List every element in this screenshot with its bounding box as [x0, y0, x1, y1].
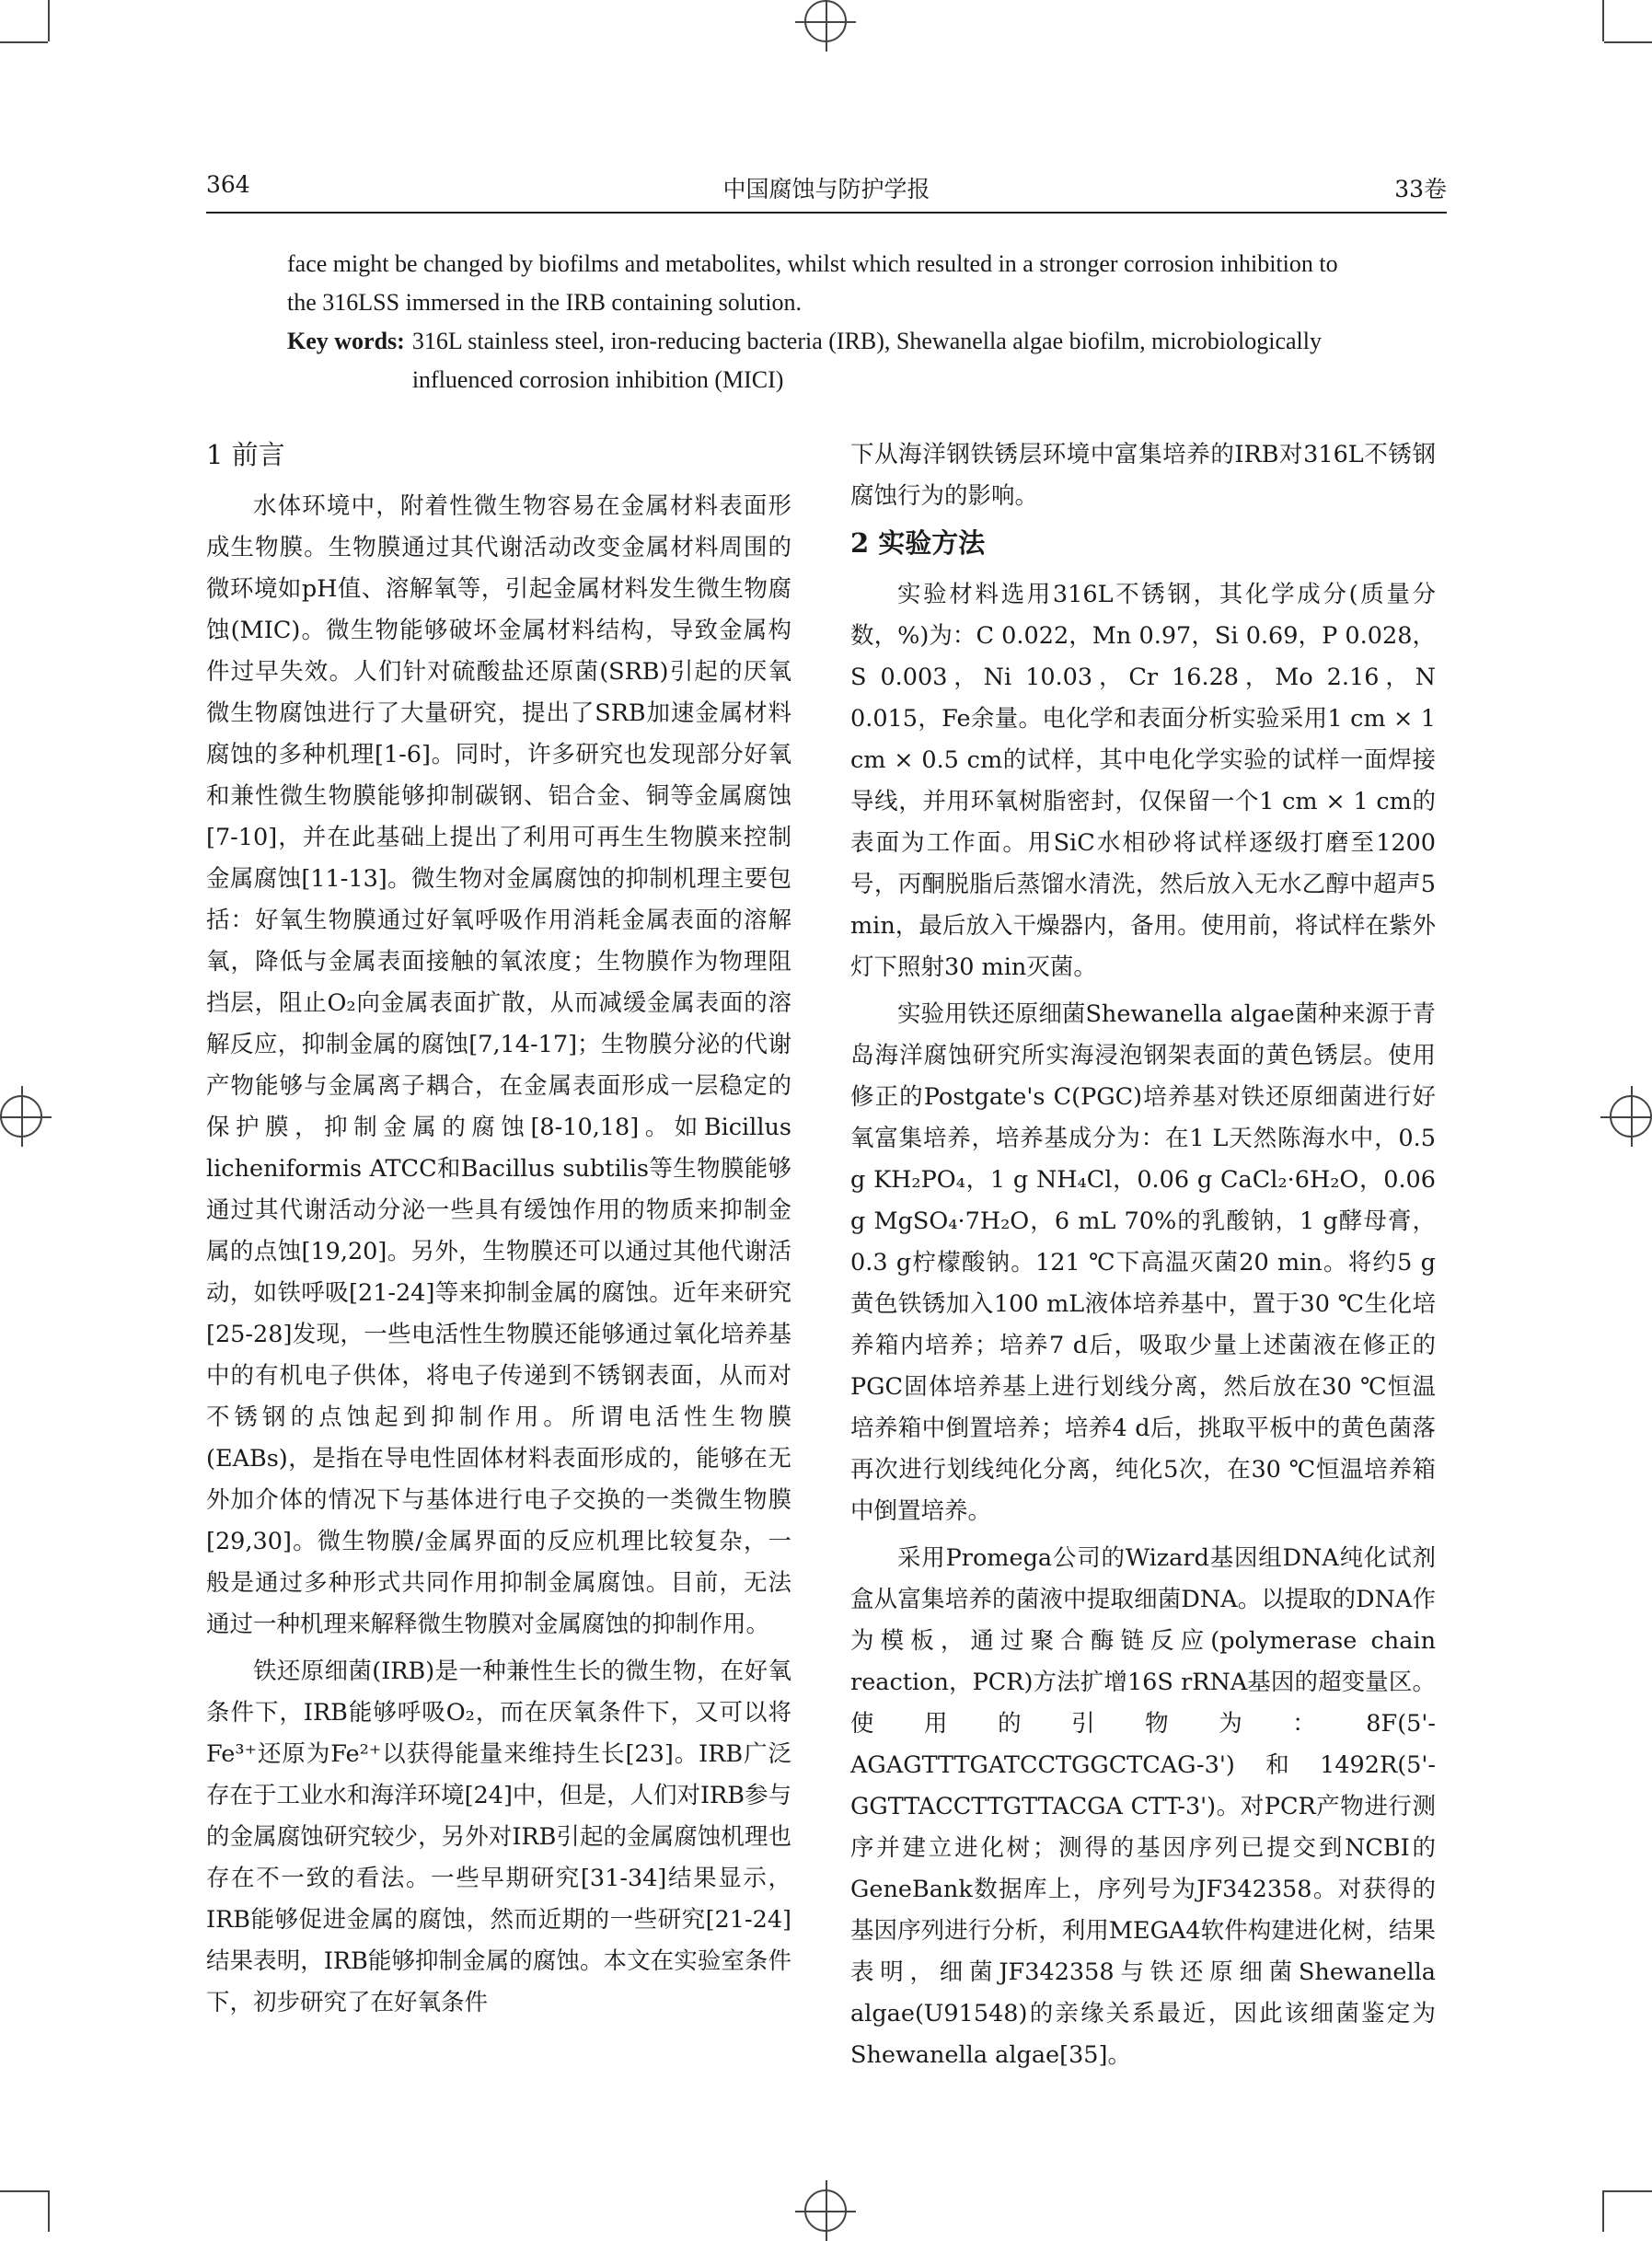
left-column	[206, 434, 791, 2029]
paragraph: 采用Promega公司的Wizard基因组DNA纯化试剂盒从富集培养的菌液中提取细菌DNA。以提取的DNA作为模板，通过聚合酶链反应(polymerase chain reaction，PCR)方法扩增16S rRNA基因的超变量区。使用的引物为：8F(5'-AGAGTTTGATCCTGGCTCAG-3')和1492R(5'- GGTTACCTTGTTACGA CTT-3')。对PCR产物进行测序并建立进化树；测得的基因序列已提交到NCBI的GeneBank数据库上，序列号为JF342358。对获得的基因序列进行分析，利用MEGA4软件构建进化树，结果表明，细菌JF342358与铁还原细菌Shewanella algae(U91548)的亲缘关系最近，因此该细菌鉴定为Shewanella algae[35]。	[850, 1544, 1436, 2069]
paragraph: 水体环境中，附着性微生物容易在金属材料表面形成生物膜。生物膜通过其代谢活动改变金属材料周围的微环境如pH值、溶解氧等，引起金属材料发生微生物腐蚀(MIC)。微生物能够破坏金属材料结构，导致金属构件过早失效。人们针对硫酸盐还原菌(SRB)引起的厌氧微生物腐蚀进行了大量研究，提出了SRB加速金属材料腐蚀的多种机理[1-6]。同时，许多研究也发现部分好氧和兼性微生物膜能够抑制碳钢、铝合金、铜等金属腐蚀[7-10]，并在此基础上提出了利用可再生生物膜来控制金属腐蚀[11-13]。微生物对金属腐蚀的抑制机理主要包括：好氧生物膜通过好氧呼吸作用消耗金属表面的溶解氧，降低与金属表面接触的氧浓度；生物膜作为物理阻挡层，阻止O₂向金属表面扩散，从而减缓金属表面的溶解反应，抑制金属的腐蚀[7,14-17]；生物膜分泌的代谢产物能够与金属离子耦合，在金属表面形成一层稳定的保护膜，抑制金属的腐蚀[8-10,18]。如Bicillus licheniformis ATCC和Bacillus subtilis等生物膜能够通过其代谢活动分泌一些具有缓蚀作用的物质来抑制金属的点蚀[19,20]。另外，生物膜还可以通过其他代谢活动，如铁呼吸[21-24]等来抑制金属的腐蚀。近年来研究[25-28]发现，一些电活性生物膜还能够通过氧化培养基中的有机电子供体，将电子传递到不锈钢表面，从而对不锈钢的点蚀起到抑制作用。所谓电活性生物膜(EABs)，是指在导电性固体材料表面形成的，能够在无外加介体的情况下与基体进行电子交换的一类微生物膜[29,30]。微生物膜/金属界面的反应机理比较复杂，一般是通过多种形式共同作用抑制金属腐蚀。目前，无法通过一种机理来解释微生物膜对金属腐蚀的抑制作用。	[206, 492, 791, 1638]
running-header	[206, 171, 1447, 208]
crop-mark	[1604, 41, 1652, 43]
registration-mark-top	[804, 0, 847, 42]
keywords-row	[287, 322, 1369, 399]
registration-mark-bottom	[804, 2189, 847, 2232]
paragraph: 铁还原细菌(IRB)是一种兼性生长的微生物，在好氧条件下，IRB能够呼吸O₂，而在厌氧条件下，又可以将Fe³⁺还原为Fe²⁺以获得能量来维持生长[23]。IRB广泛存在于工业水和海洋环境[24]中，但是，人们对IRB参与的金属腐蚀研究较少，另外对IRB引起的金属腐蚀机理也存在不一致的看法。一些早期研究[31-34]结果显示，IRB能够促进金属的腐蚀，然而近期的一些研究[21-24]结果表明，IRB能够抑制金属的腐蚀。本文在实验室条件下，初步研究了在好氧条件	[206, 1658, 791, 2016]
abstract-tail: face might be changed by biofilms and metabolites, whilst which resulted in a stronger corrosion inhibition to the 316LSS immersed in the IRB containing solution.	[287, 250, 1338, 316]
section-heading-introduction: 1 前言	[206, 439, 285, 470]
paragraph: 实验用铁还原细菌Shewanella algae菌种来源于青岛海洋腐蚀研究所实海浸泡钢架表面的黄色锈层。使用修正的Postgate's C(PGC)培养基对铁还原细菌进行好氧富集培养，培养基成分为：在1 L天然陈海水中，0.5 g KH₂PO₄，1 g NH₄Cl，0.06 g CaCl₂·6H₂O，0.06 g MgSO₄·7H₂O，6 mL 70%的乳酸钠，1 g酵母膏，0.3 g柠檬酸钠。121 ℃下高温灭菌20 min。将约5 g黄色铁锈加入100 mL液体培养基中，置于30 ℃生化培养箱内培养；培养7 d后，吸取少量上述菌液在修正的PGC固体培养基上进行划线分离，然后放在30 ℃恒温培养箱中倒置培养；培养4 d后，挑取平板中的黄色菌落再次进行划线纯化分离，纯化5次，在30 ℃恒温培养箱中倒置培养。	[850, 1000, 1436, 1525]
crop-mark	[0, 41, 48, 43]
paragraph-continued: 下从海洋钢铁锈层环境中富集培养的IRB对316L不锈钢腐蚀行为的影响。	[850, 441, 1436, 510]
registration-mark-right	[1610, 1095, 1652, 1138]
journal-title: 中国腐蚀与防护学报	[722, 176, 930, 202]
crop-mark	[1602, 0, 1604, 41]
volume-label: 33卷	[1394, 176, 1447, 202]
crop-mark	[0, 2190, 48, 2192]
registration-mark-left	[0, 1095, 42, 1138]
crop-mark	[1604, 2190, 1652, 2192]
abstract-block	[287, 245, 1369, 399]
keywords-label: Key words:	[287, 328, 405, 354]
keywords-text: 316L stainless steel, iron-reducing bacteria (IRB), Shewanella algae biofilm, microbiologically influenced corrosion inhibition (MICI)	[411, 328, 1323, 393]
section-heading-methods: 2 实验方法	[850, 527, 986, 559]
crop-mark	[1602, 2190, 1604, 2232]
page-number: 364	[206, 171, 250, 198]
paragraph: 实验材料选用316L不锈钢，其化学成分(质量分数，%)为：C 0.022，Mn 0.97，Si 0.69，P 0.028，S 0.003，Ni 10.03，Cr 16.28，Mo 2.16，N 0.015，Fe余量。电化学和表面分析实验采用1 cm × 1 cm × 0.5 cm的试样，其中电化学实验的试样一面焊接导线，并用环氧树脂密封，仅保留一个1 cm × 1 cm的表面为工作面。用SiC水相砂将试样逐级打磨至1200号，丙酮脱脂后蒸馏水清洗，然后放入无水乙醇中超声5 min，最后放入干燥器内，备用。使用前，将试样在紫外灯下照射30 min灭菌。	[850, 581, 1436, 981]
right-column	[850, 434, 1436, 2082]
crop-mark	[48, 2190, 50, 2232]
header-rule	[206, 212, 1447, 214]
crop-mark	[48, 0, 50, 41]
